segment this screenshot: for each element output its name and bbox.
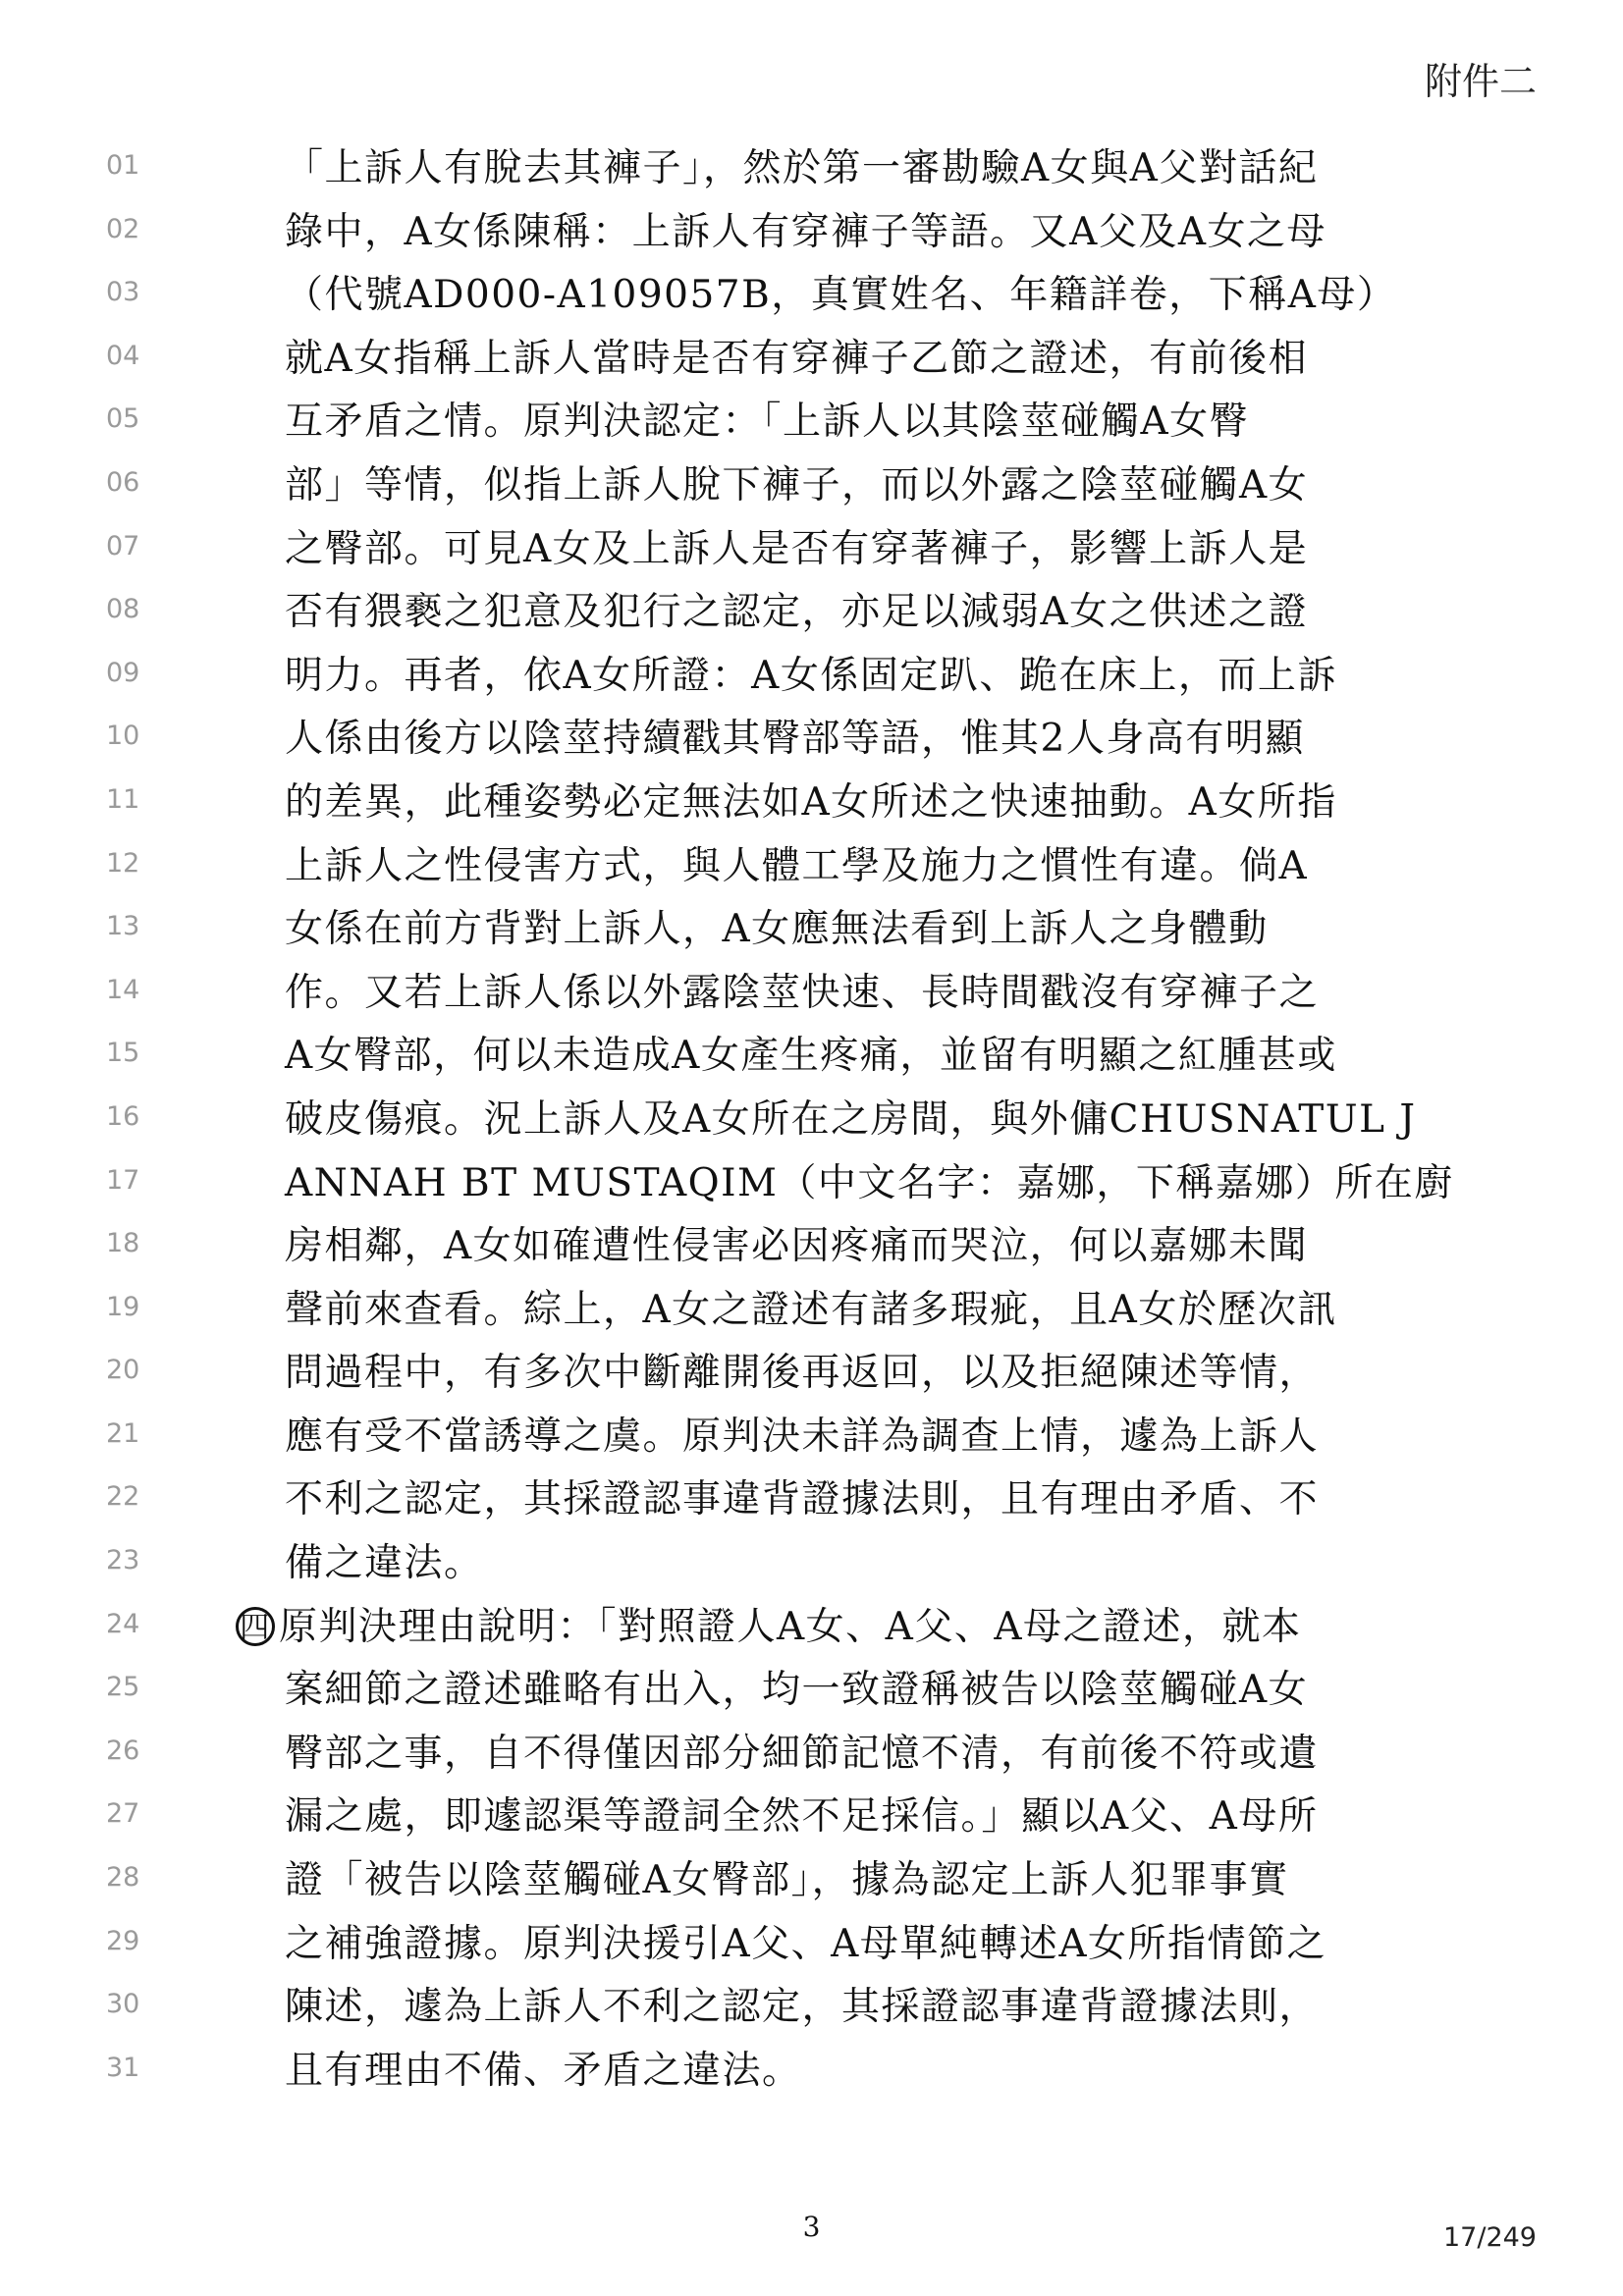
document-line bbox=[0, 584, 1623, 648]
document-line bbox=[0, 1028, 1623, 1092]
line-text bbox=[285, 1979, 1434, 2036]
line-content: 就A女指稱上訴人當時是否有穿褲子乙節之證述，有前後相 bbox=[285, 336, 1309, 381]
line-number: 21 bbox=[106, 1417, 140, 1449]
line-text bbox=[285, 584, 1434, 641]
document-line bbox=[0, 648, 1623, 712]
line-content: 案細節之證述雖略有出入，均一致證稱被告以陰莖觸碰A女 bbox=[285, 1668, 1309, 1713]
line-number: 20 bbox=[106, 1355, 140, 1386]
document-line bbox=[0, 1662, 1623, 1726]
document-line bbox=[0, 1282, 1623, 1346]
line-text bbox=[285, 1726, 1434, 1783]
line-content: 部」等情，似指上訴人脫下褲子，而以外露之陰莖碰觸A女 bbox=[285, 462, 1309, 507]
document-line bbox=[0, 711, 1623, 774]
line-number: 23 bbox=[106, 1545, 140, 1576]
line-content: 問過程中，有多次中斷離開後再返回，以及拒絕陳述等情， bbox=[285, 1351, 1320, 1396]
document-line bbox=[0, 965, 1623, 1029]
line-number: 27 bbox=[106, 1798, 140, 1830]
line-number: 12 bbox=[106, 847, 140, 879]
line-content: 否有猥褻之犯意及犯行之認定，亦足以減弱A女之供述之證 bbox=[285, 590, 1309, 635]
line-content: 明力。再者，依A女所證：A女係固定趴、跪在床上，而上訴 bbox=[285, 653, 1337, 698]
line-number: 14 bbox=[106, 974, 140, 1005]
document-line bbox=[0, 521, 1623, 585]
line-text bbox=[285, 1916, 1434, 1973]
line-number: 09 bbox=[106, 657, 140, 688]
document-line bbox=[0, 901, 1623, 965]
line-content: （代號AD000-A109057B，真實姓名、年籍詳卷，下稱A母） bbox=[285, 273, 1397, 318]
line-text bbox=[236, 1599, 1384, 1656]
line-text bbox=[285, 1789, 1434, 1845]
line-number: 22 bbox=[106, 1481, 140, 1513]
document-line bbox=[0, 331, 1623, 395]
line-number: 10 bbox=[106, 721, 140, 752]
document-line bbox=[0, 1916, 1623, 1980]
line-text bbox=[285, 267, 1434, 324]
line-content: 人係由後方以陰莖持續戳其臀部等語，惟其2人身高有明顯 bbox=[285, 717, 1305, 762]
line-number: 18 bbox=[106, 1228, 140, 1259]
document-line bbox=[0, 1535, 1623, 1599]
line-content: ANNAH BT MUSTAQIM（中文名字：嘉娜，下稱嘉娜）所在廚 bbox=[285, 1160, 1454, 1205]
line-content: 聲前來查看。綜上，A女之證述有諸多瑕疵，且A女於歷次訊 bbox=[285, 1287, 1337, 1332]
line-content: 證「被告以陰莖觸碰A女臀部」，據為認定上訴人犯罪事實 bbox=[285, 1858, 1289, 1903]
line-content: 錄中，A女係陳稱：上訴人有穿褲子等語。又A父及A女之母 bbox=[285, 209, 1326, 254]
line-number: 06 bbox=[106, 466, 140, 498]
document-line bbox=[0, 1726, 1623, 1789]
line-text bbox=[285, 648, 1434, 705]
document-line bbox=[0, 1409, 1623, 1472]
line-text bbox=[285, 140, 1434, 197]
line-text bbox=[285, 774, 1434, 831]
line-text bbox=[285, 1155, 1454, 1212]
line-content: 房相鄰，A女如確遭性侵害必因疼痛而哭泣，何以嘉娜未聞 bbox=[285, 1224, 1309, 1269]
line-text bbox=[285, 394, 1434, 451]
document-line bbox=[0, 1471, 1623, 1535]
document-line bbox=[0, 457, 1623, 521]
page-number: 3 bbox=[802, 2211, 821, 2243]
section-marker: 四 bbox=[236, 1607, 275, 1646]
document-line bbox=[0, 267, 1623, 331]
line-content: 之臀部。可見A女及上訴人是否有穿著褲子，影響上訴人是 bbox=[285, 526, 1309, 571]
line-number: 31 bbox=[106, 2052, 140, 2083]
line-number: 28 bbox=[106, 1862, 140, 1894]
line-text bbox=[285, 2043, 1434, 2100]
line-text bbox=[285, 1535, 1434, 1592]
line-number: 26 bbox=[106, 1735, 140, 1766]
document-line bbox=[0, 1599, 1623, 1663]
line-number: 30 bbox=[106, 1989, 140, 2020]
document-line bbox=[0, 1852, 1623, 1916]
line-number: 29 bbox=[106, 1925, 140, 1956]
document-line bbox=[0, 2043, 1623, 2107]
line-number: 05 bbox=[106, 403, 140, 435]
line-text bbox=[285, 1852, 1434, 1909]
line-content: 陳述，遽為上訴人不利之認定，其採證認事違背證據法則， bbox=[285, 1985, 1320, 2030]
line-number: 04 bbox=[106, 340, 140, 371]
line-text bbox=[285, 1345, 1434, 1402]
line-content: 女係在前方背對上訴人，A女應無法看到上訴人之身體動 bbox=[285, 907, 1269, 952]
line-number: 03 bbox=[106, 277, 140, 308]
attachment-label: 附件二 bbox=[1424, 60, 1537, 103]
line-number: 24 bbox=[106, 1608, 140, 1639]
line-number: 08 bbox=[106, 594, 140, 625]
line-text bbox=[285, 1471, 1434, 1528]
document-line bbox=[0, 1345, 1623, 1409]
line-number: 15 bbox=[106, 1038, 140, 1069]
line-content: 的差異，此種姿勢必定無法如A女所述之快速抽動。A女所指 bbox=[285, 779, 1337, 825]
line-number: 01 bbox=[106, 150, 140, 181]
line-text bbox=[285, 1409, 1434, 1466]
line-text bbox=[285, 331, 1434, 388]
document-line bbox=[0, 838, 1623, 902]
line-number: 17 bbox=[106, 1164, 140, 1196]
line-text bbox=[285, 1092, 1434, 1148]
line-text bbox=[285, 1028, 1434, 1085]
line-content: 作。又若上訴人係以外露陰莖快速、長時間戳沒有穿褲子之 bbox=[285, 970, 1320, 1015]
line-number: 13 bbox=[106, 911, 140, 942]
line-content: 且有理由不備、矛盾之違法。 bbox=[285, 2048, 802, 2093]
document-line bbox=[0, 1218, 1623, 1282]
line-content: 漏之處，即遽認渠等證詞全然不足採信。」顯以A父、A母所 bbox=[285, 1794, 1319, 1840]
line-content: A女臀部，何以未造成A女產生疼痛，並留有明顯之紅腫甚或 bbox=[285, 1034, 1337, 1079]
line-content: 原判決理由說明：「對照證人A女、A父、A母之證述，就本 bbox=[279, 1604, 1302, 1649]
line-content: 不利之認定，其採證認事違背證據法則，且有理由矛盾、不 bbox=[285, 1477, 1320, 1522]
line-text bbox=[285, 457, 1434, 514]
document-line bbox=[0, 394, 1623, 457]
line-number: 11 bbox=[106, 783, 140, 815]
line-content: 之補強證據。原判決援引A父、A母單純轉述A女所指情節之 bbox=[285, 1921, 1326, 1966]
line-text bbox=[285, 901, 1434, 958]
line-number: 07 bbox=[106, 530, 140, 561]
line-text bbox=[285, 1282, 1434, 1339]
line-content: 備之違法。 bbox=[285, 1541, 484, 1586]
document-body bbox=[0, 140, 1623, 2106]
document-line bbox=[0, 1092, 1623, 1155]
page-counter: 17/249 bbox=[1443, 2222, 1537, 2253]
line-text bbox=[285, 711, 1434, 768]
line-content: 破皮傷痕。況上訴人及A女所在之房間，與外傭CHUSNATUL J bbox=[285, 1096, 1417, 1142]
document-line bbox=[0, 204, 1623, 268]
line-text bbox=[285, 838, 1434, 895]
document-line bbox=[0, 774, 1623, 838]
line-text bbox=[285, 204, 1434, 261]
document-line bbox=[0, 1789, 1623, 1852]
line-content: 互矛盾之情。原判決認定：「上訴人以其陰莖碰觸A女臀 bbox=[285, 400, 1250, 445]
line-text bbox=[285, 1662, 1434, 1719]
line-number: 16 bbox=[106, 1100, 140, 1132]
document-line bbox=[0, 1979, 1623, 2043]
line-text bbox=[285, 521, 1434, 578]
line-content: 臀部之事，自不得僅因部分細節記憶不清，有前後不符或遺 bbox=[285, 1731, 1320, 1776]
line-text bbox=[285, 965, 1434, 1022]
line-content: 上訴人之性侵害方式，與人體工學及施力之慣性有違。倘A bbox=[285, 843, 1309, 888]
line-number: 02 bbox=[106, 213, 140, 244]
line-number: 25 bbox=[106, 1672, 140, 1703]
line-text bbox=[285, 1218, 1434, 1275]
line-content: 應有受不當誘導之虞。原判決未詳為調查上情，遽為上訴人 bbox=[285, 1414, 1320, 1459]
document-line bbox=[0, 1155, 1623, 1219]
document-line bbox=[0, 140, 1623, 204]
line-number: 19 bbox=[106, 1291, 140, 1322]
line-content: 「上訴人有脫去其褲子」，然於第一審勘驗A女與A父對話紀 bbox=[285, 146, 1319, 190]
